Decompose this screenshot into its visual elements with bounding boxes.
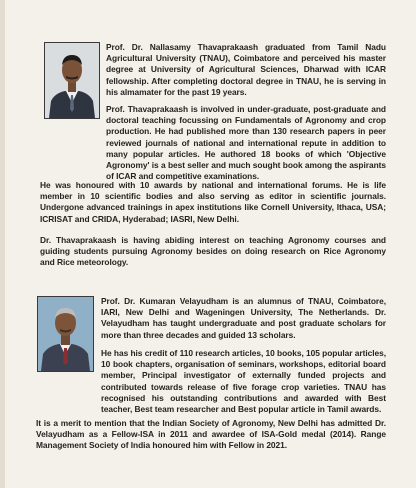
profile-photo-velayudham [37,296,94,372]
bio-paragraph: Prof. Dr. Kumaran Velayudham is an alumnus of TNAU, Coimbatore, IARI, New Delhi and Wageningen University, The Netherlands. Dr. Velayudham has taught undergraduate and post graduate scholars for more than three decades and guided 13 scholars. [101,296,386,340]
portrait-photo-icon [38,297,93,371]
bio-paragraph: It is a merit to mention that the Indian Society of Agronomy, New Delhi has admitted Dr. Velayudham as a Fellow-ISA in 2011 and awardee of ISA-Gold medal (2014). Range Management Society of India honoured him with Fellow in 2021. [36,418,386,451]
profile-photo-thavaprakaash [44,42,100,119]
portrait-photo-icon [45,43,99,118]
bio-paragraph: Dr. Thavaprakaash is having abiding interest on teaching Agronomy courses and guiding students pursuing Agronomy besides on doing research on Rice Agronomy and Rice meteorology. [40,235,386,268]
bio-paragraph: He has his credit of 110 research articles, 10 books, 105 popular articles, 10 book chapters, organisation of seminars, workshops, editorial board member, Principal investigator of externally funded projects and contributed towards release of five forage crop varieties. TNAU has recognised his outstanding contributions and awarded with Best teacher, Best team researcher and Best popular article in Tamil awards. [101,348,386,415]
bio-paragraph: Prof. Thavaprakaash is involved in under-graduate, post-graduate and doctoral teaching focussing on Fundamentals of Agronomy and crop production. He had published more than 130 research papers in peer reviewed journals of national and international repute in addition to many popular articles. He authored 18 books of which 'Objective Agronomy' is a best seller and much sought book among the aspirants of ICAR and competitive examinations. [106,104,386,182]
bio-paragraph: He was honoured with 10 awards by national and international forums. He is life member in 10 scientific bodies and also serving as editor in scientific journals. Undergone advanced trainings in apex institutions like Cornell University, Ithaca, USA; ICRISAT and CRIDA, Hyderabad; IASRI, New Delhi. [40,180,386,224]
bio-paragraph: Prof. Dr. Nallasamy Thavaprakaash graduated from Tamil Nadu Agricultural University (TNAU), Coimbatore and perceived his master degree at University of Agricultural Sciences, Dharwad with ICAR fellowship. After completing doctoral degree in TNAU, he is serving in his almamater for the past 19 years. [106,42,386,97]
page-gutter [0,0,5,488]
